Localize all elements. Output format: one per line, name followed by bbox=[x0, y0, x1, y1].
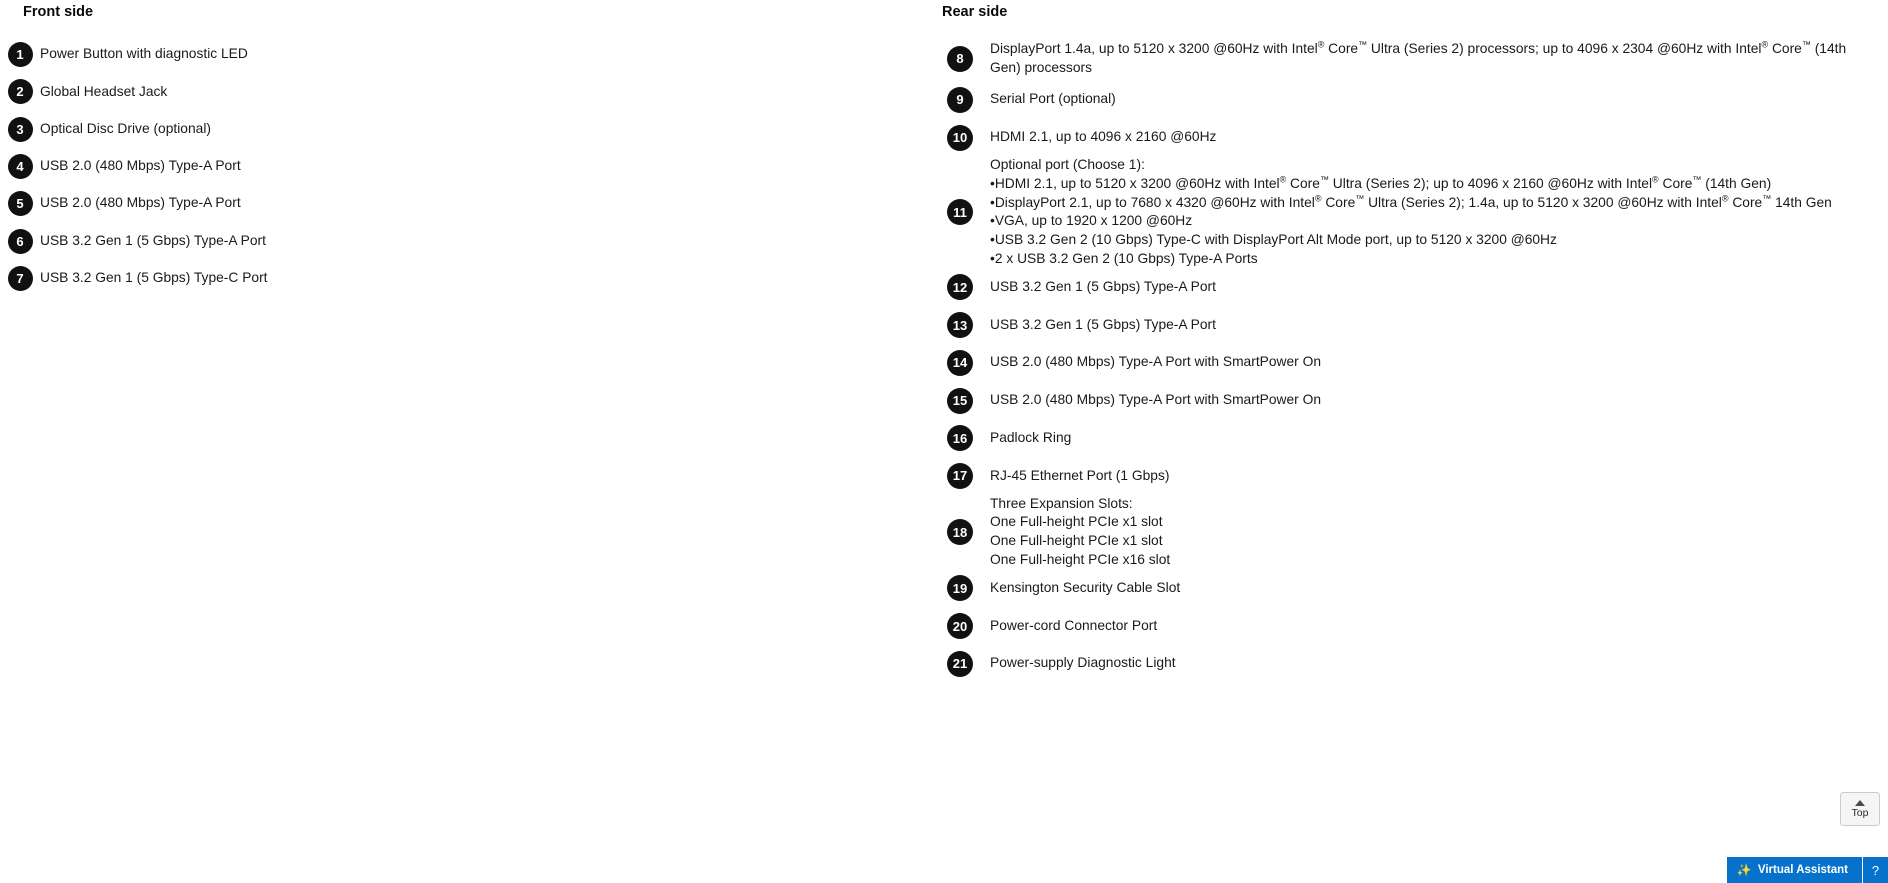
callout-number-wrapper bbox=[930, 46, 990, 72]
list-item bbox=[0, 222, 930, 259]
list-item-text: Three Expansion Slots: One Full-height PCIe x1 slot One Full-height PCIe x1 slot One Full-height PCIe x16 slot bbox=[990, 495, 1171, 567]
front-side-item-list bbox=[0, 36, 930, 297]
list-item bbox=[930, 81, 1870, 119]
callout-number-badge: 21 bbox=[947, 651, 973, 677]
list-item bbox=[0, 36, 930, 73]
list-item-text: USB 2.0 (480 Mbps) Type-A Port bbox=[40, 195, 241, 211]
callout-number-badge: 10 bbox=[947, 125, 973, 151]
callout-number-wrapper bbox=[930, 199, 990, 225]
list-item bbox=[0, 260, 930, 297]
callout-number-badge: 13 bbox=[947, 312, 973, 338]
back-to-top-label: Top bbox=[1851, 806, 1869, 819]
list-item bbox=[0, 111, 930, 148]
list-item bbox=[930, 156, 1870, 268]
list-item-text: RJ-45 Ethernet Port (1 Gbps) bbox=[990, 467, 1170, 483]
list-item-text: Power-supply Diagnostic Light bbox=[990, 655, 1176, 671]
callout-number-wrapper bbox=[0, 42, 40, 67]
list-item-text: USB 3.2 Gen 1 (5 Gbps) Type-C Port bbox=[40, 270, 268, 286]
callout-number-wrapper bbox=[930, 274, 990, 300]
callout-number-badge: 2 bbox=[8, 79, 33, 104]
callout-number-badge: 3 bbox=[8, 117, 33, 142]
list-item-text: DisplayPort 1.4a, up to 5120 x 3200 @60Hz with Intel® Core™ Ultra (Series 2) processors; up to 4096 x 2304 @60Hz with Intel® Core™ (14th Gen) processors bbox=[990, 39, 1847, 75]
list-item bbox=[0, 185, 930, 222]
callout-number-wrapper bbox=[930, 425, 990, 451]
list-item bbox=[0, 73, 930, 110]
callout-number-badge: 19 bbox=[947, 575, 973, 601]
callout-number-badge: 11 bbox=[947, 199, 973, 225]
callout-number-wrapper bbox=[930, 519, 990, 545]
sparkle-icon: ✨ bbox=[1736, 863, 1752, 877]
callout-number-badge: 8 bbox=[947, 46, 973, 72]
callout-number-wrapper bbox=[930, 350, 990, 376]
list-item bbox=[930, 570, 1870, 608]
callout-number-badge: 6 bbox=[8, 229, 33, 254]
callout-number-badge: 7 bbox=[8, 266, 33, 291]
list-item-text: HDMI 2.1, up to 4096 x 2160 @60Hz bbox=[990, 129, 1217, 145]
rear-side-item-list bbox=[930, 36, 1870, 683]
list-item-text: Power Button with diagnostic LED bbox=[40, 46, 248, 62]
callout-number-wrapper bbox=[930, 125, 990, 151]
help-button[interactable] bbox=[1862, 857, 1888, 883]
callout-number-badge: 9 bbox=[947, 87, 973, 113]
callout-number-wrapper bbox=[930, 388, 990, 414]
list-item bbox=[930, 457, 1870, 495]
list-item bbox=[930, 495, 1870, 570]
list-item-text: Optional port (Choose 1): •HDMI 2.1, up to 5120 x 3200 @60Hz with Intel® Core™ Ultra (Series 2); up to 4096 x 2160 @60Hz with Intel® Core™ (14th Gen) •DisplayPort 2.1, up to 7680 x 4320 @60Hz with Intel® Core™ Ultra (Series 2); 1.4a, up to 5120 x 3200 @60Hz with Intel® Core™ 14th Gen •VGA, up to 1920 x 1200 @60Hz •USB 3.2 Gen 2 (10 Gbps) Type-C with DisplayPort Alt Mode port, up to 5120 x 3200 @60Hz •2 x USB 3.2 Gen 2 (10 Gbps) Type-A Ports bbox=[990, 157, 1832, 266]
callout-number-badge: 16 bbox=[947, 425, 973, 451]
callout-number-badge: 17 bbox=[947, 463, 973, 489]
list-item bbox=[930, 645, 1870, 683]
list-item-text: Serial Port (optional) bbox=[990, 91, 1116, 107]
list-item bbox=[930, 36, 1870, 81]
list-item bbox=[930, 119, 1870, 157]
list-item bbox=[0, 148, 930, 185]
callout-number-wrapper bbox=[930, 87, 990, 113]
callout-number-badge: 18 bbox=[947, 519, 973, 545]
list-item-text: Kensington Security Cable Slot bbox=[990, 580, 1181, 596]
virtual-assistant-label: Virtual Assistant bbox=[1757, 864, 1848, 876]
callout-number-wrapper bbox=[930, 575, 990, 601]
front-side-heading: Front side bbox=[23, 4, 94, 20]
chevron-up-icon bbox=[1855, 800, 1865, 806]
list-item-text: USB 3.2 Gen 1 (5 Gbps) Type-A Port bbox=[990, 279, 1216, 295]
list-item bbox=[930, 419, 1870, 457]
front-side-column bbox=[0, 0, 930, 297]
callout-number-wrapper bbox=[0, 154, 40, 179]
list-item bbox=[930, 269, 1870, 307]
callout-number-wrapper bbox=[930, 312, 990, 338]
list-item-text: Padlock Ring bbox=[990, 429, 1072, 445]
list-item bbox=[930, 607, 1870, 645]
callout-number-wrapper bbox=[0, 79, 40, 104]
callout-number-badge: 15 bbox=[947, 388, 973, 414]
back-to-top-button[interactable] bbox=[1840, 792, 1880, 826]
callout-number-wrapper bbox=[930, 613, 990, 639]
callout-number-badge: 14 bbox=[947, 350, 973, 376]
callout-number-wrapper bbox=[0, 117, 40, 142]
callout-number-badge: 4 bbox=[8, 154, 33, 179]
virtual-assistant-button[interactable] bbox=[1727, 857, 1862, 883]
callout-number-wrapper bbox=[0, 191, 40, 216]
callout-number-wrapper bbox=[930, 463, 990, 489]
list-item-text: Global Headset Jack bbox=[40, 83, 168, 99]
callout-number-badge: 5 bbox=[8, 191, 33, 216]
callout-number-wrapper bbox=[0, 229, 40, 254]
rear-side-column bbox=[930, 0, 1870, 683]
list-item bbox=[930, 382, 1870, 420]
callout-number-wrapper bbox=[0, 266, 40, 291]
list-item-text: USB 2.0 (480 Mbps) Type-A Port bbox=[40, 158, 241, 174]
list-item bbox=[930, 344, 1870, 382]
callout-number-wrapper bbox=[930, 651, 990, 677]
list-item-text: Optical Disc Drive (optional) bbox=[40, 120, 211, 136]
list-item bbox=[930, 306, 1870, 344]
rear-side-heading: Rear side bbox=[942, 4, 1008, 20]
callout-number-badge: 12 bbox=[947, 274, 973, 300]
list-item-text: USB 3.2 Gen 1 (5 Gbps) Type-A Port bbox=[990, 316, 1216, 332]
list-item-text: USB 3.2 Gen 1 (5 Gbps) Type-A Port bbox=[40, 232, 266, 248]
question-mark-icon: ? bbox=[1871, 862, 1880, 878]
list-item-text: USB 2.0 (480 Mbps) Type-A Port with SmartPower On bbox=[990, 354, 1322, 370]
list-item-text: Power-cord Connector Port bbox=[990, 617, 1158, 633]
callout-number-badge: 20 bbox=[947, 613, 973, 639]
callout-number-badge: 1 bbox=[8, 42, 33, 67]
list-item-text: USB 2.0 (480 Mbps) Type-A Port with SmartPower On bbox=[990, 392, 1322, 408]
virtual-assistant-bar bbox=[1727, 857, 1888, 883]
